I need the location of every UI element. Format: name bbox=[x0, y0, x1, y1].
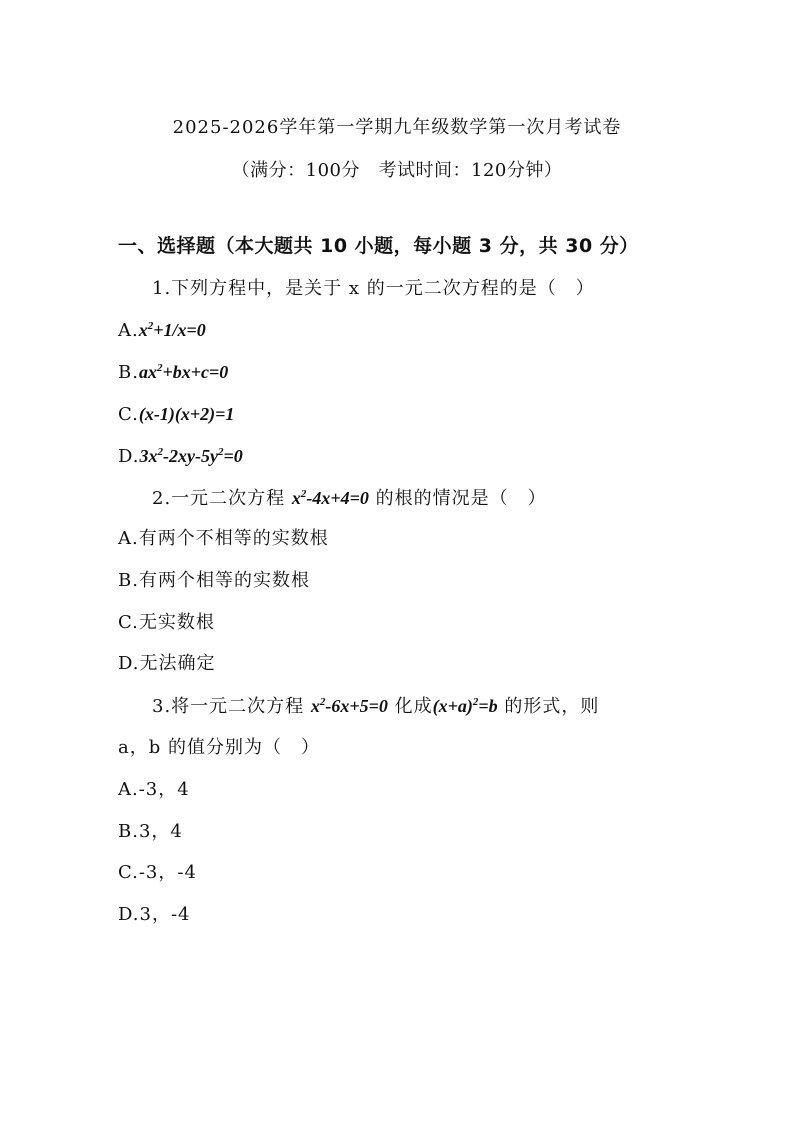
question-2-option-b: B.有两个相等的实数根 bbox=[118, 570, 310, 591]
option-equation: $x^2+1/x=0$ bbox=[138, 320, 206, 340]
option-label: D. bbox=[118, 446, 140, 467]
option-label: B. bbox=[118, 362, 139, 383]
exam-title: 2025-2026学年第一学期九年级数学第一次月考试卷 bbox=[172, 117, 622, 138]
question-2-equation: $x^2-4x+4=0$ bbox=[291, 488, 369, 508]
question-3-option-c: C.-3，-4 bbox=[118, 862, 197, 883]
option-label: A. bbox=[118, 320, 139, 341]
question-2-option-c: C.无实数根 bbox=[118, 612, 215, 633]
question-3-equation: $x^2-6x+5=0$ bbox=[310, 696, 388, 716]
exam-subtitle: （满分：100分 考试时间：120分钟） bbox=[231, 160, 563, 181]
question-1-option-b bbox=[118, 360, 228, 385]
question-3-target-form: $(x+a)^2=b$ bbox=[432, 696, 498, 716]
question-3-option-b: B.3，4 bbox=[118, 821, 183, 842]
question-2-option-d: D.无法确定 bbox=[118, 653, 216, 674]
question-1-stem: 1.下列方程中，是关于 x 的一元二次方程的是（ ） bbox=[152, 278, 595, 299]
section-heading-multiple-choice: 一、选择题（本大题共 10 小题，每小题 3 分，共 30 分） bbox=[118, 235, 639, 257]
question-1-option-c bbox=[118, 402, 234, 427]
question-3-stem-continued: a，b 的值分别为（ ） bbox=[118, 737, 320, 758]
option-equation: $3x^2-2xy-5y^2=0$ bbox=[139, 446, 243, 466]
option-label: C. bbox=[118, 404, 139, 425]
question-3-stem: 3.将一元二次方程 $x^2-6x+5=0$ 化成$(x+a)^2=b$ 的形式，则 bbox=[152, 696, 600, 717]
question-1-option-a bbox=[118, 318, 206, 343]
option-equation: (x-1)(x+2)=1 bbox=[138, 404, 235, 424]
question-3-option-a: A.-3，4 bbox=[118, 779, 190, 800]
question-2-option-a: A.有两个不相等的实数根 bbox=[118, 528, 329, 549]
question-2-stem: 2.一元二次方程 $x^2-4x+4=0$ 的根的情况是（ ） bbox=[152, 488, 547, 509]
question-1-option-d bbox=[118, 444, 243, 469]
option-equation: $ax^2+bx+c=0$ bbox=[138, 362, 229, 382]
question-3-option-d: D.3，-4 bbox=[118, 904, 191, 925]
